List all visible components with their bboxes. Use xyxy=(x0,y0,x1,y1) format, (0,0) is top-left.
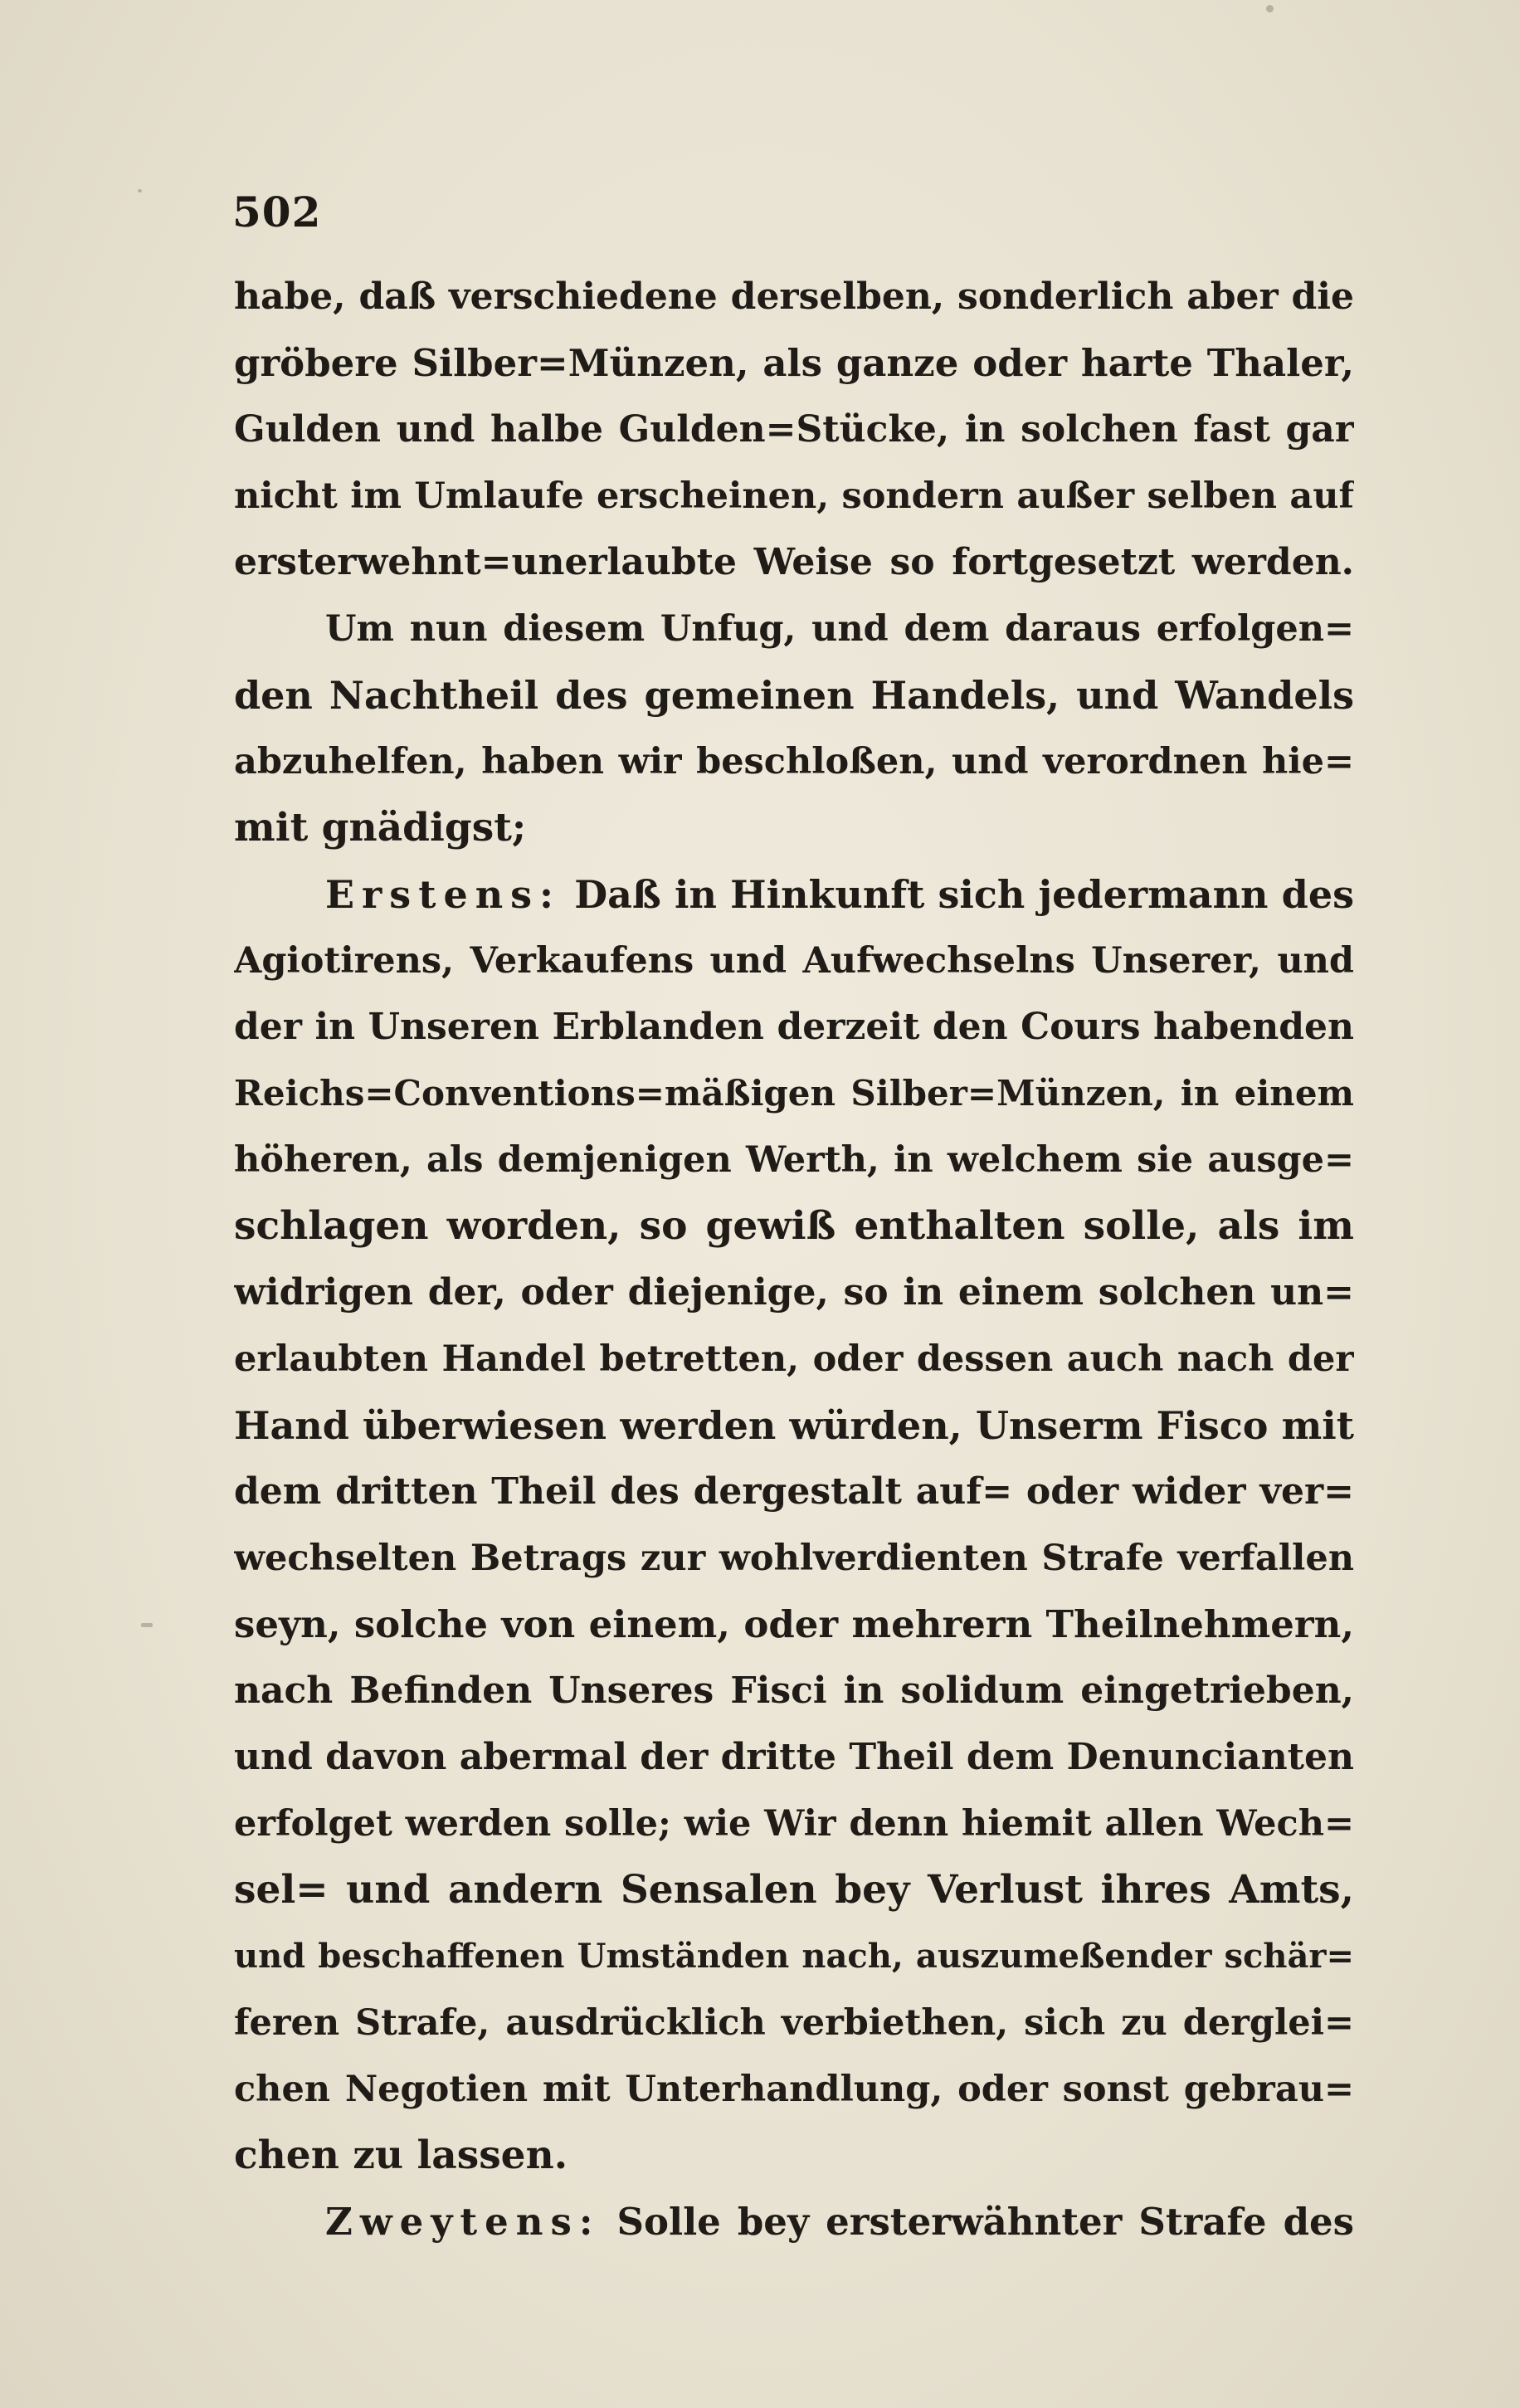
text-line: abzuhelfen, haben wir beschloßen, und verordnen hie= xyxy=(234,741,1354,782)
paper-speck xyxy=(141,1623,153,1627)
zweytens-heading: Zweytens: xyxy=(325,2200,601,2244)
paragraph-start-line: Um nun diesem Unfug, und dem daraus erfolgen= xyxy=(325,608,1354,650)
text-line: chen Negotien mit Unterhandlung, oder sonst gebrau= xyxy=(234,2069,1354,2110)
text-line: ersterwehnt=unerlaubte Weise so fortgesetzt werden. xyxy=(234,541,1354,583)
text-line: mit gnädigst; xyxy=(234,805,527,851)
paper-speck xyxy=(138,189,142,193)
text-line: widrigen der, oder diejenige, so in einem solchen un= xyxy=(234,1271,1354,1314)
text-line: und beschaffenen Umständen nach, auszumeßender schär= xyxy=(234,1937,1354,1976)
text-line: seyn, solche von einem, oder mehrern Theilnehmern, xyxy=(234,1602,1354,1646)
text-line: nicht im Umlaufe erscheinen, sondern außer selben auf xyxy=(234,475,1354,517)
text-line: höheren, als demjenigen Werth, in welchem sie ausge= xyxy=(234,1139,1354,1181)
text-line: Agiotirens, Verkaufens und Aufwechselns Unserer, und xyxy=(234,940,1354,982)
erstens-line xyxy=(234,861,1354,928)
erstens-rest: Daß in Hinkunft sich jedermann des xyxy=(574,872,1354,917)
text-line: nach Befinden Unseres Fisci in solidum eingetrieben, xyxy=(234,1670,1354,1712)
text-line: und davon abermal der dritte Theil dem Denuncianten xyxy=(234,1736,1354,1778)
body-text xyxy=(234,264,1354,2255)
text-line: den Nachtheil des gemeinen Handels, und Wandels xyxy=(234,673,1354,718)
text-line: erlaubten Handel betretten, oder dessen auch nach der xyxy=(234,1338,1354,1380)
text-line: wechselten Betrags zur wohlverdienten Strafe verfallen xyxy=(234,1538,1354,1579)
text-line: Hand überwiesen werden würden, Unserm Fisco mit xyxy=(234,1403,1354,1448)
text-line: erfolget werden solle; wie Wir denn hiemit allen Wech= xyxy=(234,1803,1354,1845)
text-line: chen zu lassen. xyxy=(234,2133,568,2178)
text-line: dem dritten Theil des dergestalt auf= oder wider ver= xyxy=(234,1470,1354,1513)
zweytens-rest: Solle bey ersterwähnter Strafe des xyxy=(616,2200,1354,2244)
text-line: Reichs=Conventions=mäßigen Silber=Münzen, in einem xyxy=(234,1073,1354,1114)
text-line: der in Unseren Erblanden derzeit den Cours habenden xyxy=(234,1006,1354,1048)
text-line: schlagen worden, so gewiß enthalten solle, als im xyxy=(234,1203,1354,1249)
paper-speck xyxy=(1266,5,1274,12)
text-line: Gulden und halbe Gulden=Stücke, in solchen fast gar xyxy=(234,408,1354,451)
erstens-heading: Erstens: xyxy=(325,872,562,917)
text-line: feren Strafe, ausdrücklich verbiethen, sich zu derglei= xyxy=(234,2002,1354,2044)
zweytens-line xyxy=(234,2189,1354,2255)
text-line: habe, daß verschiedene derselben, sonderlich aber die xyxy=(234,275,1354,318)
text-line: gröbere Silber=Münzen, als ganze oder harte Thaler, xyxy=(234,341,1354,385)
page-number: 502 xyxy=(232,188,322,236)
text-line: sel= und andern Sensalen bey Verlust ihres Amts, xyxy=(234,1867,1354,1913)
